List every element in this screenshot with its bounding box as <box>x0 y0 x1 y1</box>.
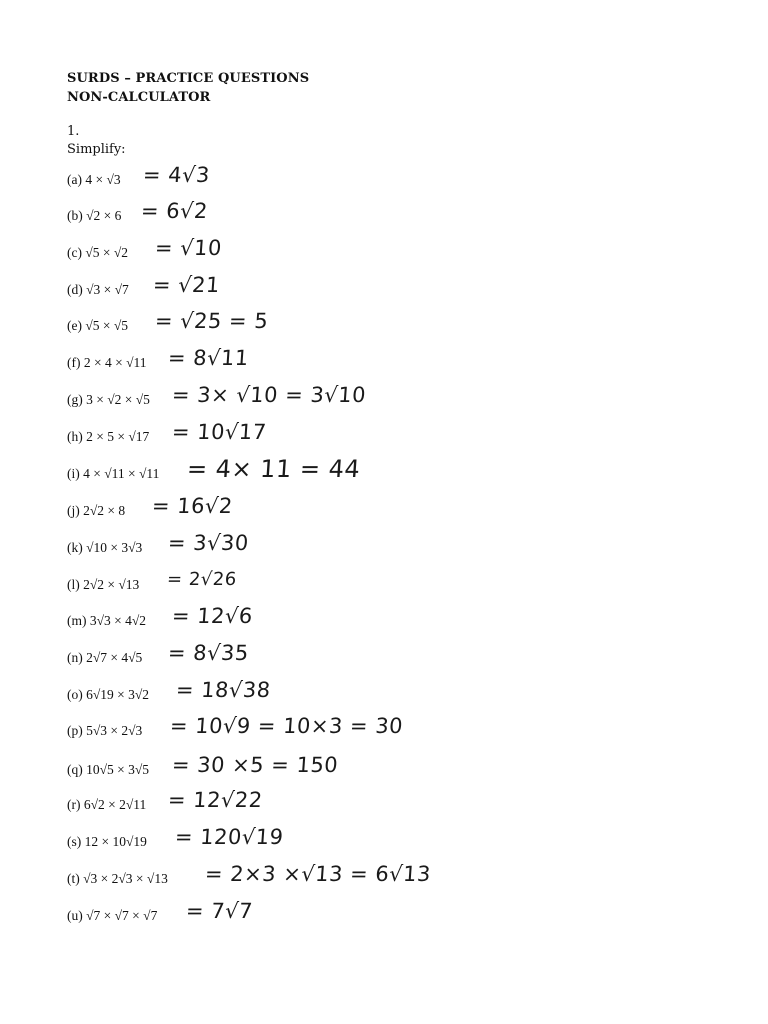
handwritten-answer: = √21 <box>152 273 221 297</box>
question-text: (j) 2√2 × 8 <box>67 503 126 518</box>
question-row <box>0 494 768 532</box>
question-row <box>0 531 768 569</box>
handwritten-answer: = 18√38 <box>175 678 272 702</box>
handwritten-answer: = 7√7 <box>185 899 254 923</box>
question-text: (f) 2 × 4 × √11 <box>67 355 147 370</box>
question-text: (l) 2√2 × √13 <box>67 577 140 592</box>
handwritten-answer: = 10√17 <box>171 420 268 444</box>
handwritten-answer: = 6√2 <box>140 199 209 223</box>
handwritten-answer: = 4√3 <box>142 163 211 187</box>
question-text: (r) 6√2 × 2√11 <box>67 797 147 812</box>
question-text: (q) 10√5 × 3√5 <box>67 762 150 777</box>
worksheet-title: SURDS – PRACTICE QUESTIONS <box>67 71 310 86</box>
question-row <box>0 455 768 495</box>
handwritten-answer: = 3√30 <box>167 531 250 555</box>
question-row <box>0 604 768 642</box>
question-row <box>0 236 768 274</box>
question-text: (u) √7 × √7 × √7 <box>67 908 158 923</box>
handwritten-answer: = 120√19 <box>174 825 285 849</box>
handwritten-answer: = 2×3 ×√13 = 6√13 <box>204 862 432 886</box>
handwritten-answer: = 2√26 <box>166 569 238 590</box>
question-row <box>0 273 768 311</box>
question-text: (m) 3√3 × 4√2 <box>67 613 147 628</box>
question-row <box>0 383 768 421</box>
question-row <box>0 825 768 863</box>
question-row <box>0 420 768 458</box>
handwritten-answer: = 30 ×5 = 150 <box>171 753 339 777</box>
question-text: (s) 12 × 10√19 <box>67 834 147 849</box>
question-text: (h) 2 × 5 × √17 <box>67 429 150 444</box>
instruction-text: Simplify: <box>67 142 126 157</box>
question-row <box>0 753 768 791</box>
question-row <box>0 309 768 347</box>
handwritten-answer: = √10 <box>154 236 223 260</box>
handwritten-answer: = 8√11 <box>167 346 250 370</box>
question-row <box>0 678 768 716</box>
question-text: (d) √3 × √7 <box>67 282 129 297</box>
handwritten-answer: = 16√2 <box>151 494 234 518</box>
question-row <box>0 899 768 937</box>
handwritten-answer: = 3× √10 = 3√10 <box>171 383 367 407</box>
question-text: (e) √5 × √5 <box>67 318 129 333</box>
handwritten-answer: = 10√9 = 10×3 = 30 <box>169 714 404 738</box>
question-row <box>0 346 768 384</box>
question-text: (t) √3 × 2√3 × √13 <box>67 871 168 886</box>
question-text: (k) √10 × 3√3 <box>67 540 143 555</box>
question-row <box>0 569 768 606</box>
question-text: (n) 2√7 × 4√5 <box>67 650 143 665</box>
question-text: (g) 3 × √2 × √5 <box>67 392 150 407</box>
question-text: (c) √5 × √2 <box>67 245 129 260</box>
handwritten-answer: = 12√22 <box>167 788 264 812</box>
question-row <box>0 788 768 826</box>
handwritten-answer: = √25 = 5 <box>154 309 270 333</box>
question-text: (b) √2 × 6 <box>67 208 122 223</box>
question-row <box>0 641 768 679</box>
question-text: (p) 5√3 × 2√3 <box>67 723 143 738</box>
handwritten-answer: = 12√6 <box>171 604 254 628</box>
question-row <box>0 163 768 201</box>
handwritten-answer: = 4× 11 = 44 <box>186 455 362 483</box>
worksheet-subtitle: NON-CALCULATOR <box>67 90 211 105</box>
question-row <box>0 714 768 752</box>
handwritten-answer: = 8√35 <box>167 641 250 665</box>
question-row <box>0 862 768 900</box>
question-text: (i) 4 × √11 × √11 <box>67 466 160 481</box>
question-text: (o) 6√19 × 3√2 <box>67 687 150 702</box>
question-number: 1. <box>67 124 80 139</box>
question-text: (a) 4 × √3 <box>67 172 121 187</box>
question-row <box>0 199 768 237</box>
